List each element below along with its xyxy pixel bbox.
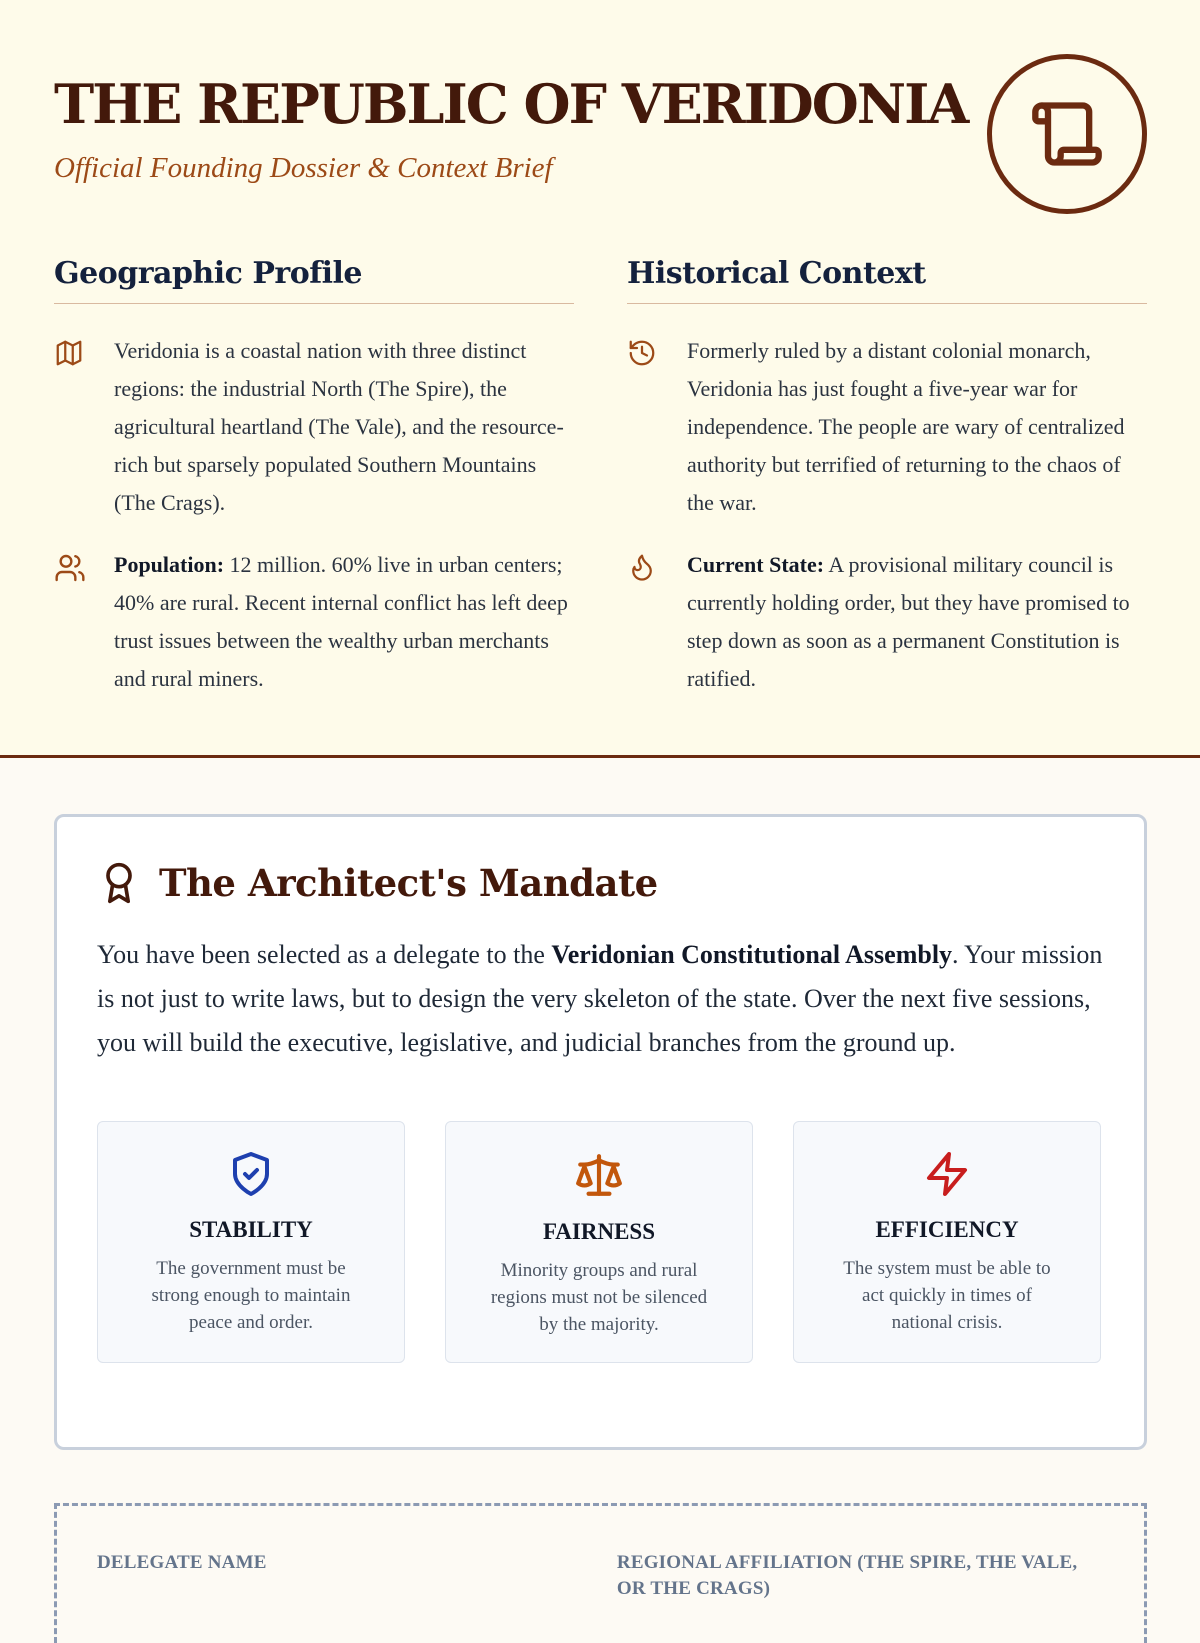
pillar-text: The system must be able to act quickly in times of national crisis. — [843, 1258, 1051, 1333]
history-icon — [627, 338, 657, 368]
pillar-fairness — [445, 1121, 753, 1363]
delegate-form — [54, 1503, 1147, 1643]
assembly-name: Veridonian Constitutional Assembly — [551, 940, 953, 969]
pillar-title: FAIRNESS — [542, 1219, 656, 1244]
pillar-title: STABILITY — [189, 1217, 313, 1242]
population-item — [54, 546, 574, 698]
regional-affiliation-label: REGIONAL AFFILIATION (THE SPIRE, THE VALE, OR THE CRAGS) — [616, 1552, 1078, 1599]
historical-context — [627, 256, 1147, 698]
seal-emblem — [987, 54, 1147, 214]
shield-check-icon — [227, 1150, 275, 1198]
geography-regions-text: Veridonia is a coastal nation with three distinct regions: the industrial North (The Spire), the agricultural heartland (The Vale), and the resource-rich but sparsely populated Southern Mountains (The Crags). — [114, 338, 564, 515]
population-text: Population: 12 million. 60% live in urban centers; 40% are rural. Recent internal conflict has left deep trust issues between the wealthy urban merchants and rural miners. — [114, 552, 568, 691]
dossier-header-section — [0, 0, 1200, 758]
mandate-text: You have been selected as a delegate to the Veridonian Constitutional Assembly. Your mission is not just to write laws, but to design the very skeleton of the state. Over the next five sessions, you will build the executive, legislative, and judicial branches from the ground up. — [97, 940, 1103, 1057]
flame-icon — [627, 552, 657, 582]
geographic-heading: Geographic Profile — [54, 256, 574, 304]
pillar-efficiency — [793, 1121, 1101, 1363]
mandate-heading: The Architect's Mandate — [159, 861, 658, 905]
lightning-icon — [923, 1150, 971, 1198]
scale-icon — [574, 1150, 624, 1200]
scroll-icon — [1029, 96, 1105, 172]
page-subtitle: Official Founding Dossier & Context Brief — [54, 152, 553, 184]
geographic-profile — [54, 256, 574, 698]
award-icon — [97, 861, 141, 905]
map-icon — [54, 338, 84, 368]
historical-heading: Historical Context — [627, 256, 1147, 304]
mandate-header — [97, 861, 1104, 905]
pillar-text: The government must be strong enough to maintain peace and order. — [151, 1258, 351, 1333]
current-state-item — [627, 546, 1147, 698]
mandate-card — [54, 814, 1147, 1450]
pillar-text: Minority groups and rural regions must not be silenced by the majority. — [490, 1260, 708, 1335]
current-state-text: Current State: A provisional military council is currently holding order, but they have promised to step down as soon as a permanent Constitution is ratified. — [687, 552, 1130, 691]
pillars-row — [97, 1121, 1104, 1363]
users-icon — [54, 552, 86, 584]
page-title: THE REPUBLIC OF VERIDONIA — [54, 72, 968, 136]
history-item — [627, 332, 1147, 522]
pillar-stability — [97, 1121, 405, 1363]
pillar-title: EFFICIENCY — [875, 1217, 1019, 1242]
history-text: Formerly ruled by a distant colonial monarch, Veridonia has just fought a five-year war for independence. The people are wary of centralized authority but terrified of returning to the chaos of the war. — [687, 338, 1125, 515]
delegate-name-label: DELEGATE NAME — [97, 1552, 267, 1573]
geography-item — [54, 332, 574, 522]
